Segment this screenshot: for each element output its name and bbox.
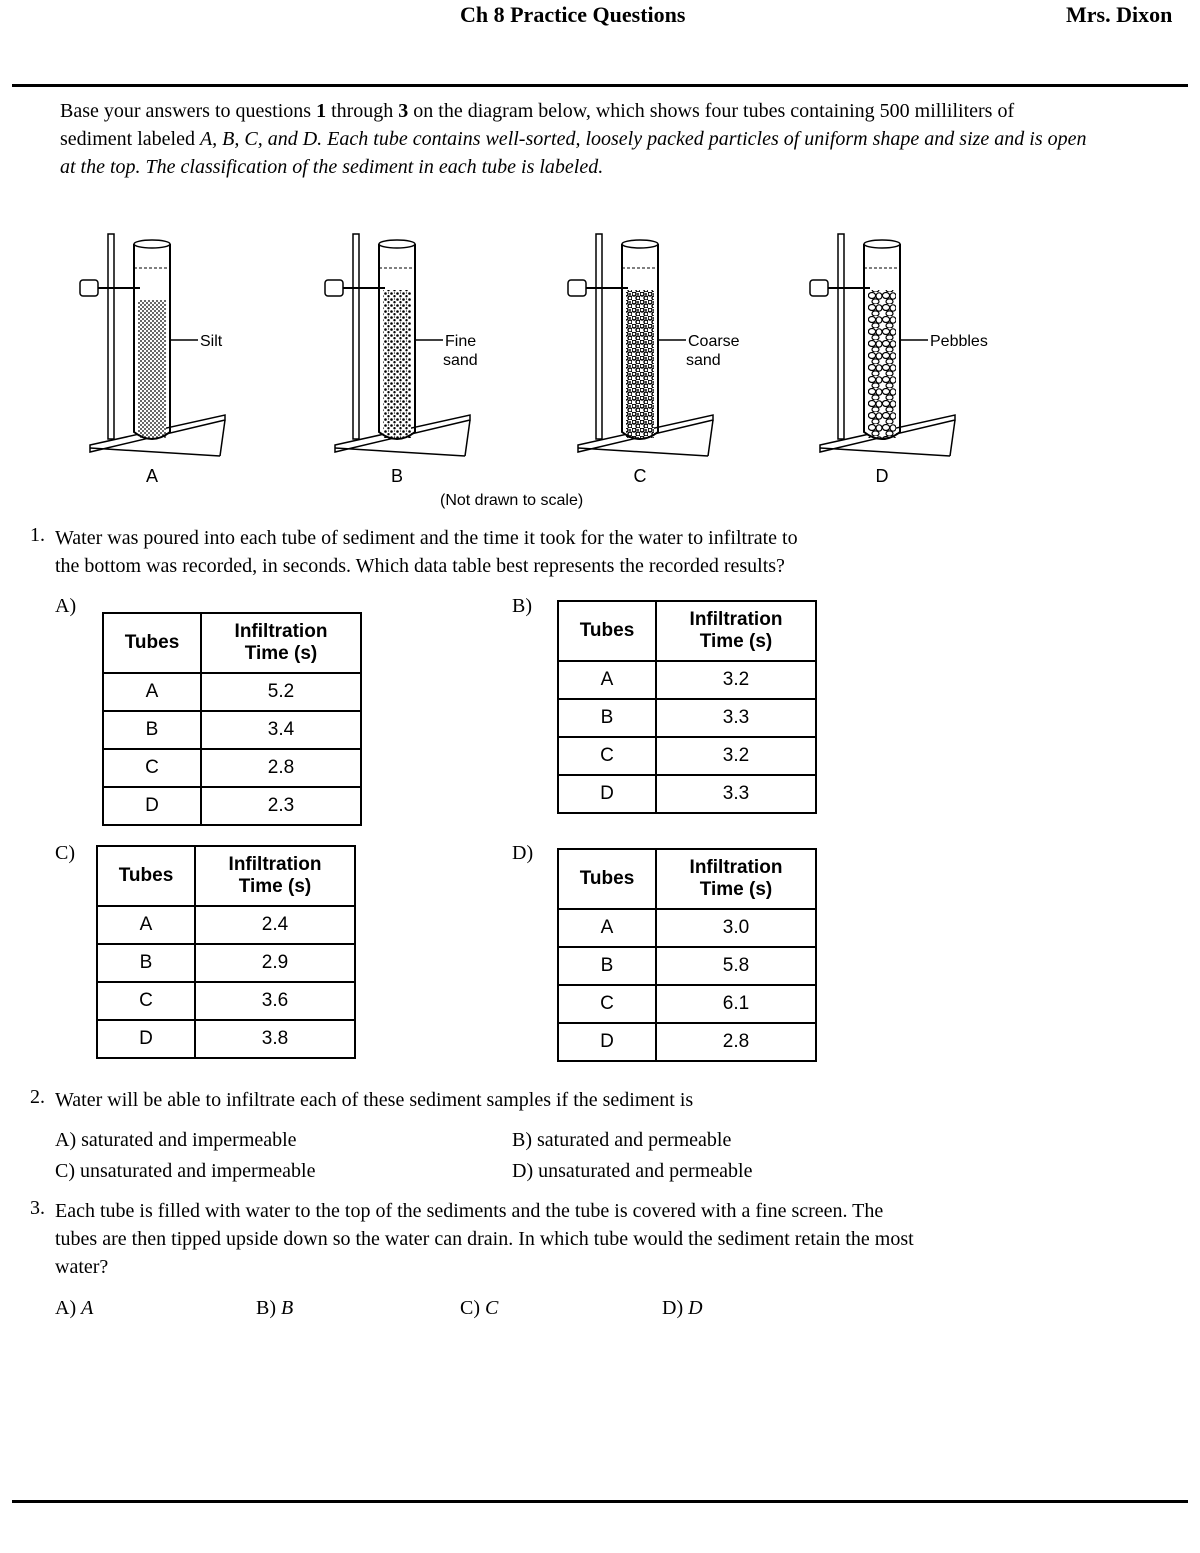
table-header-row — [97, 846, 355, 906]
col-tubes-header: Tubes — [558, 849, 656, 909]
q3-option-b-label: B) — [256, 1297, 276, 1319]
sediment-tubes-diagram — [0, 220, 1200, 520]
col-time-header-line-2: Time (s) — [238, 876, 312, 897]
q3-line-2: tubes are then tipped upside down so the water can drain. In which tube would the sediment retain the most — [55, 1228, 914, 1250]
tube-cell: B — [103, 711, 201, 749]
q1-option-b-label[interactable]: B) — [512, 595, 532, 617]
q1-table-d — [557, 848, 817, 1062]
q1-number: 1. — [30, 524, 45, 546]
col-tubes-header: Tubes — [97, 846, 195, 906]
tube-letter: B — [390, 466, 404, 486]
q3-number: 3. — [30, 1197, 45, 1219]
tube-cell: B — [558, 947, 656, 985]
time-cell: 3.6 — [195, 982, 355, 1020]
tube-cell: D — [103, 787, 201, 825]
intro-paragraph — [60, 97, 1090, 181]
q3-line-3: water? — [55, 1256, 109, 1278]
col-tubes-header: Tubes — [103, 613, 201, 673]
header-rule — [12, 84, 1188, 87]
tube-d-drawing — [810, 234, 988, 486]
col-time-header-line-1: Infiltration — [234, 621, 328, 642]
tube-cell: D — [558, 775, 656, 813]
tube-cell: D — [558, 1023, 656, 1061]
q3-option-c-label: C) — [460, 1297, 480, 1319]
table-row — [103, 673, 361, 711]
tube-cell: B — [97, 944, 195, 982]
table-row — [558, 737, 816, 775]
table-row — [103, 749, 361, 787]
table-row — [558, 909, 816, 947]
time-cell: 3.3 — [656, 699, 816, 737]
q2-option-c[interactable]: C) unsaturated and impermeable — [55, 1160, 316, 1182]
sediment-label: Pebbles — [930, 333, 988, 350]
time-cell: 3.8 — [195, 1020, 355, 1058]
col-time-header-line-2: Time (s) — [699, 879, 773, 900]
tube-cell: A — [558, 909, 656, 947]
time-cell: 3.3 — [656, 775, 816, 813]
time-cell: 3.2 — [656, 737, 816, 775]
intro-bold-2: 3 — [398, 100, 409, 122]
q1-line-2: the bottom was recorded, in seconds. Which data table best represents the recorded results? — [55, 555, 785, 577]
intro-text-2: through — [326, 100, 399, 122]
q3-option-c[interactable] — [460, 1294, 498, 1322]
q3-option-c-value: C — [485, 1297, 499, 1319]
q2-number: 2. — [30, 1086, 45, 1108]
q3-option-a-label: A) — [55, 1297, 77, 1319]
intro-text-1: Base your answers to questions — [60, 100, 317, 122]
diagram-caption: (Not drawn to scale) — [440, 492, 584, 509]
table-row — [558, 985, 816, 1023]
q3-line-1: Each tube is filled with water to the top of the sediments and the tube is covered with a fine screen. The — [55, 1200, 884, 1222]
time-cell: 2.3 — [201, 787, 361, 825]
sediment-label-line-2: sand — [443, 352, 478, 369]
sediment-label: Silt — [200, 333, 223, 350]
q3-option-a-value: A — [81, 1297, 94, 1319]
q2-option-a[interactable]: A) saturated and impermeable — [55, 1129, 297, 1151]
q1-table-b — [557, 600, 817, 814]
table-row — [97, 1020, 355, 1058]
q2-text: Water will be able to infiltrate each of these sediment samples if the sediment is — [55, 1089, 694, 1111]
sediment-label-line-2: sand — [686, 352, 721, 369]
footer-rule — [12, 1500, 1188, 1503]
col-time-header-line-1: Infiltration — [689, 609, 783, 630]
table-row — [97, 982, 355, 1020]
table-row — [97, 906, 355, 944]
tube-cell: A — [97, 906, 195, 944]
q3-option-b[interactable] — [256, 1294, 293, 1322]
tube-cell: C — [558, 985, 656, 1023]
tube-cell: B — [558, 699, 656, 737]
tube-letter: A — [145, 466, 159, 486]
q1-table-a — [102, 612, 362, 826]
teacher-name: Mrs. Dixon — [1066, 2, 1173, 27]
page-title: Ch 8 Practice Questions — [460, 2, 686, 27]
sediment-label: Coarse — [688, 333, 740, 350]
time-cell: 5.2 — [201, 673, 361, 711]
time-cell: 2.4 — [195, 906, 355, 944]
table-row — [558, 775, 816, 813]
q1-line-1: Water was poured into each tube of sediment and the time it took for the water to infiltrate to — [55, 527, 798, 549]
time-cell: 5.8 — [656, 947, 816, 985]
table-row — [558, 947, 816, 985]
table-row — [558, 699, 816, 737]
tube-b-drawing — [325, 234, 478, 486]
col-time-header — [195, 846, 355, 906]
tube-cell: A — [558, 661, 656, 699]
tube-letter: C — [633, 466, 647, 486]
sediment-label: Fine — [445, 333, 477, 350]
table-row — [103, 787, 361, 825]
q1-table-c — [96, 845, 356, 1059]
q1-option-d-label[interactable]: D) — [512, 842, 534, 864]
intro-text-3: on the diagram below, which shows four tubes containing 500 milliliters of sediment labeled — [60, 100, 1015, 150]
tube-c-drawing — [568, 234, 740, 486]
time-cell: 2.8 — [201, 749, 361, 787]
time-cell: 3.2 — [656, 661, 816, 699]
time-cell: 2.8 — [656, 1023, 816, 1061]
time-cell: 2.9 — [195, 944, 355, 982]
tube-cell: A — [103, 673, 201, 711]
intro-bold-1: 1 — [316, 100, 327, 122]
time-cell: 6.1 — [656, 985, 816, 1023]
col-time-header-line-2: Time (s) — [244, 643, 318, 664]
tube-cell: C — [97, 982, 195, 1020]
q3-option-d[interactable] — [662, 1294, 703, 1322]
q2-option-d[interactable]: D) unsaturated and permeable — [512, 1160, 753, 1182]
col-time-header-line-1: Infiltration — [689, 857, 783, 878]
table-row — [558, 661, 816, 699]
q3-option-d-value: D — [688, 1297, 703, 1319]
q2-option-b[interactable]: B) saturated and permeable — [512, 1129, 732, 1151]
table-header-row — [558, 601, 816, 661]
tube-cell: C — [558, 737, 656, 775]
time-cell: 3.4 — [201, 711, 361, 749]
tube-cell: C — [103, 749, 201, 787]
q1-option-c-label[interactable]: C) — [55, 842, 75, 864]
table-header-row — [103, 613, 361, 673]
table-row — [97, 944, 355, 982]
q1-option-a-label[interactable]: A) — [55, 595, 77, 617]
q1-text — [55, 524, 1155, 580]
table-row — [558, 1023, 816, 1061]
q3-text — [55, 1197, 1175, 1281]
tube-cell: D — [97, 1020, 195, 1058]
q3-option-d-label: D) — [662, 1297, 684, 1319]
col-time-header-line-1: Infiltration — [228, 854, 322, 875]
table-header-row — [558, 849, 816, 909]
q3-option-a[interactable] — [55, 1294, 93, 1322]
col-time-header-line-2: Time (s) — [699, 631, 773, 652]
intro-italic: A, B, C, and D. Each tube contains well-sorted, loosely packed particles of uniform shape and size and is open at the top. The classification of the sediment in each tube is labeled. — [60, 128, 1087, 178]
col-time-header — [201, 613, 361, 673]
table-row — [103, 711, 361, 749]
tube-letter: D — [875, 466, 889, 486]
col-tubes-header: Tubes — [558, 601, 656, 661]
col-time-header — [656, 849, 816, 909]
tube-a-drawing — [80, 234, 225, 486]
time-cell: 3.0 — [656, 909, 816, 947]
q3-option-b-value: B — [281, 1297, 294, 1319]
col-time-header — [656, 601, 816, 661]
